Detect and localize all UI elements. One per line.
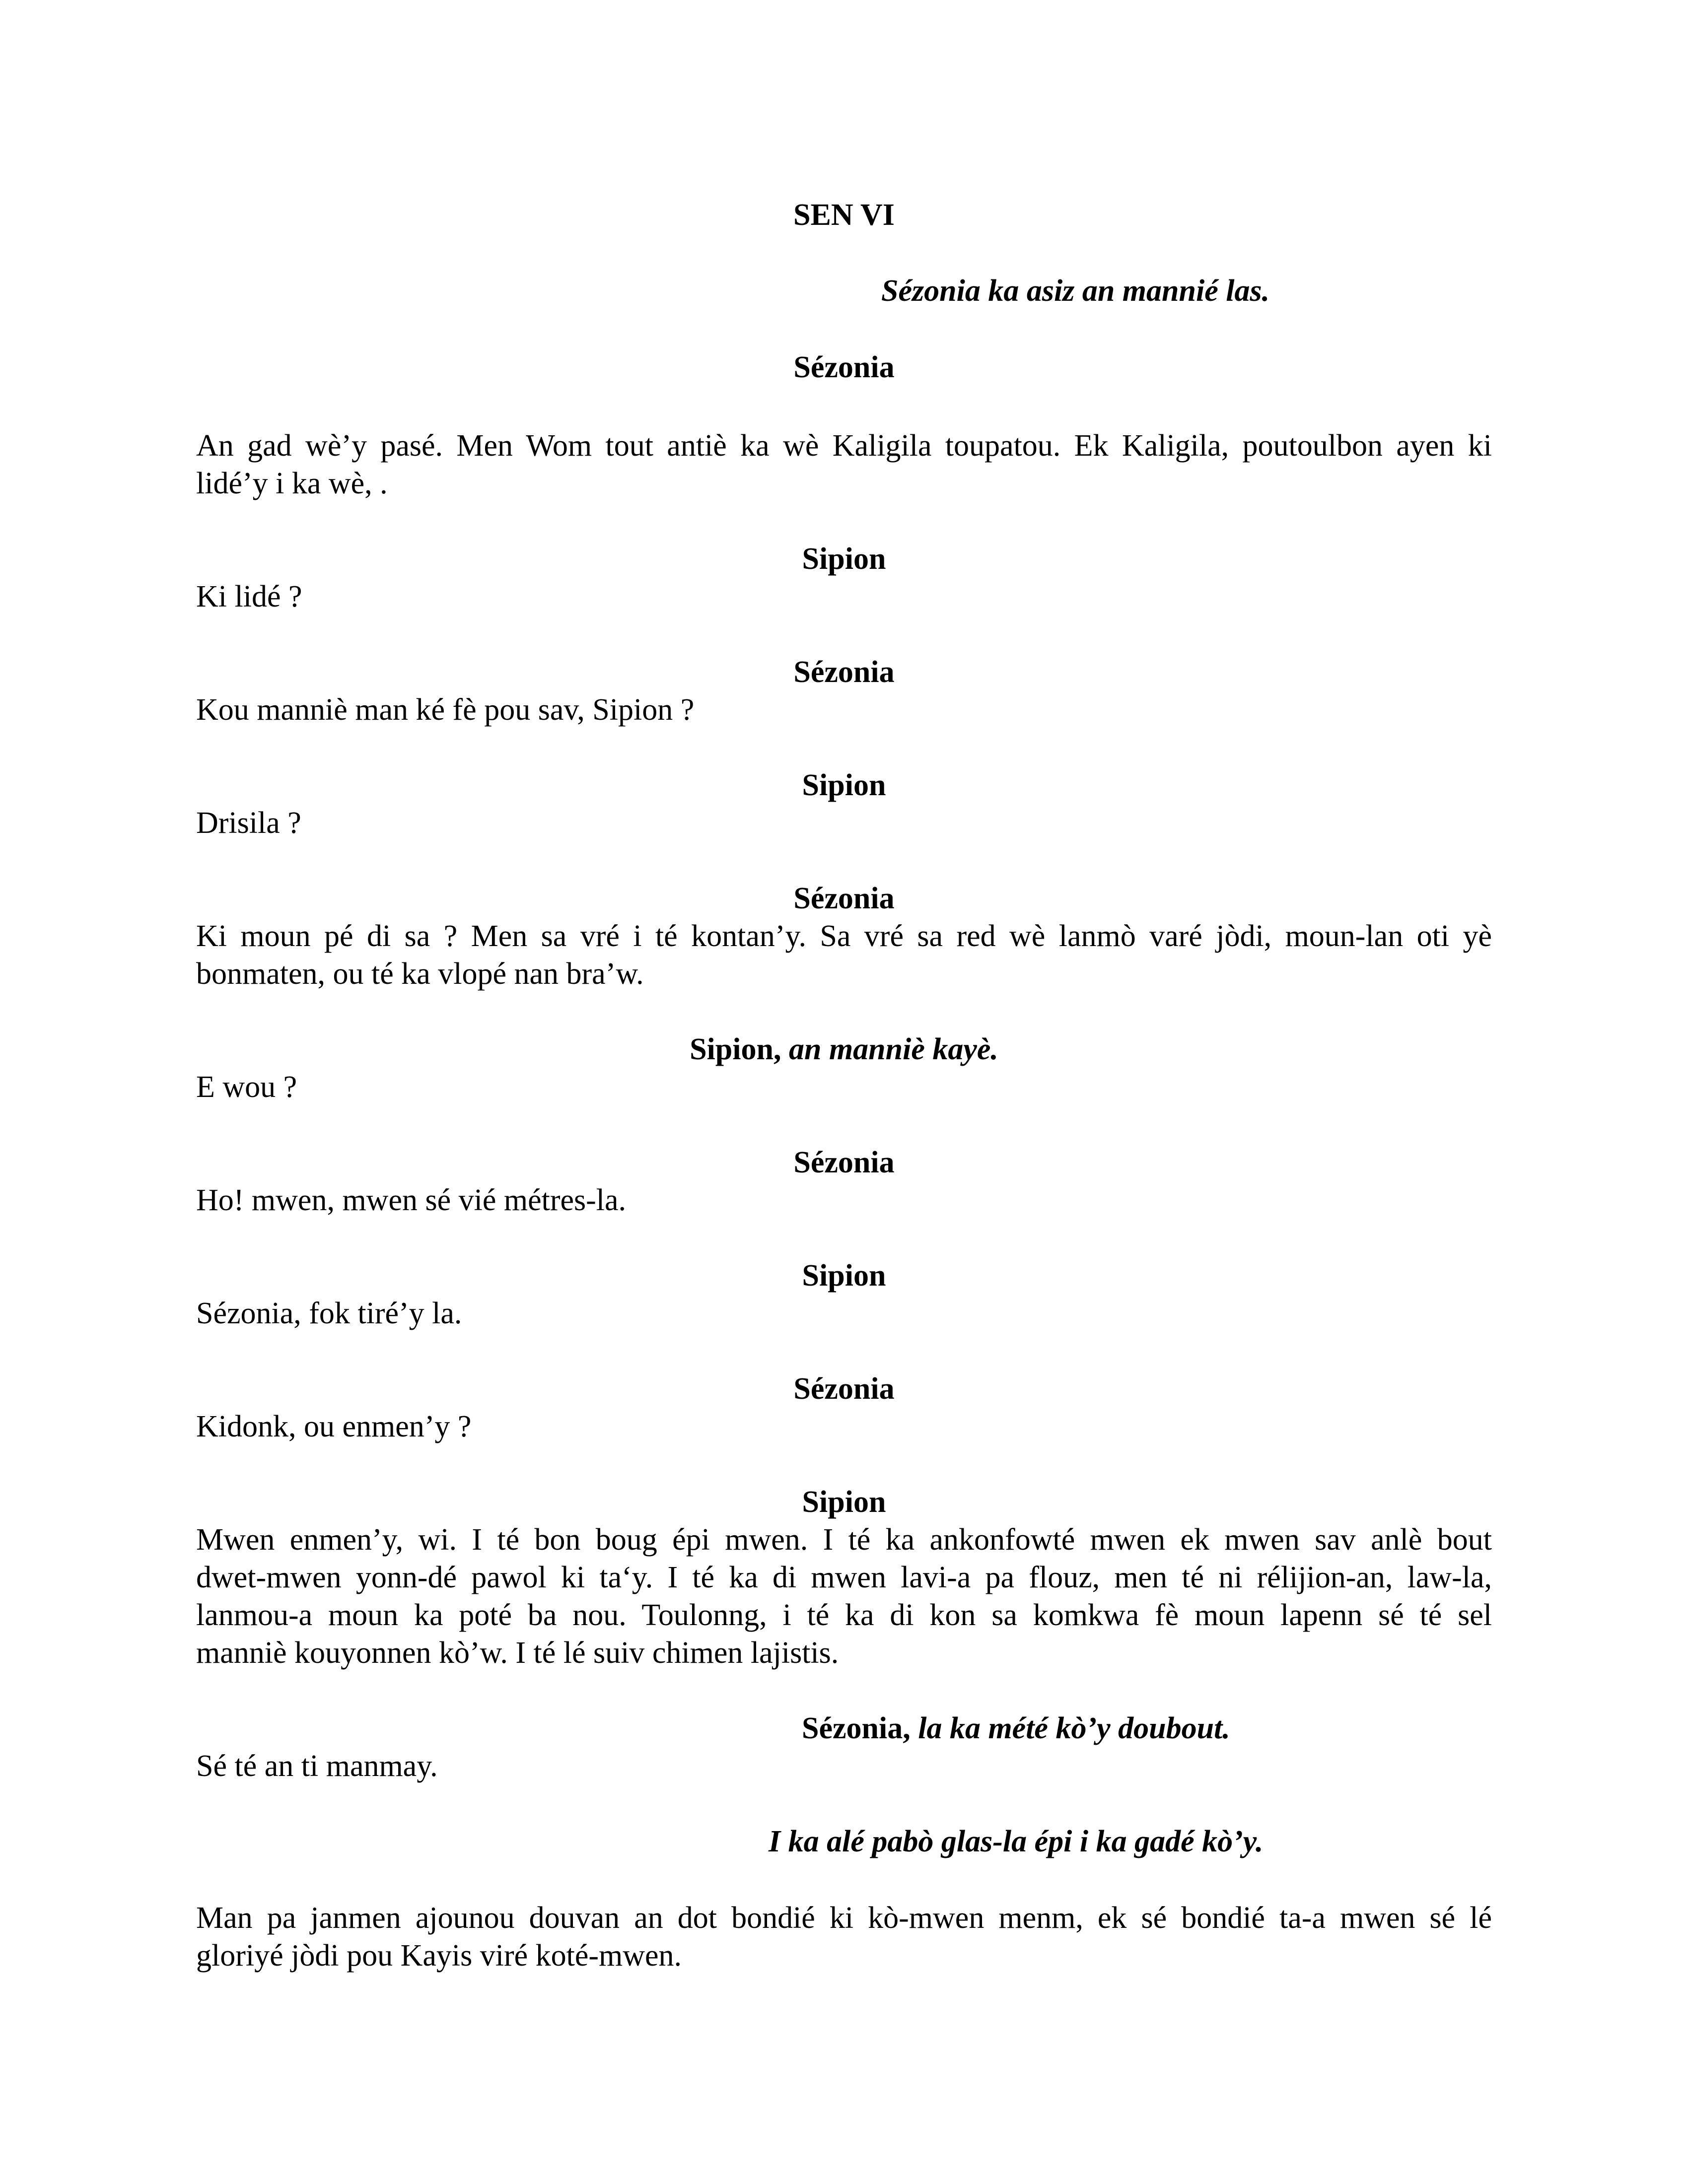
closing-paragraph-line: gloriyé jòdi pou Kayis viré koté-mwen. bbox=[196, 1939, 682, 1973]
dialogue-line: bonmaten, ou té ka vlopé nan bra’w. bbox=[196, 957, 644, 991]
speaker-name: Sipion bbox=[802, 542, 886, 576]
speaker-name: Sipion, bbox=[690, 1032, 781, 1066]
dialogue-line: E wou ? bbox=[196, 1070, 297, 1104]
dialogue-line: lidé’y i ka wè, . bbox=[196, 467, 388, 500]
dialogue-line: Ki lidé ? bbox=[196, 580, 302, 614]
dialogue-line: Sézonia, fok tiré’y la. bbox=[196, 1297, 462, 1330]
dialogue-line: Kidonk, ou enmen’y ? bbox=[196, 1410, 472, 1443]
speaker-name: Sézonia bbox=[793, 1372, 895, 1406]
speaker-name: Sézonia bbox=[793, 655, 895, 689]
speaker-direction: la ka mété kò’y doubout. bbox=[918, 1711, 1230, 1745]
dialogue-line: An gad wè’y pasé. Men Wom tout antiè ka wè Kaligila toupatou. Ek Kaligila, poutoulbon ayen ki bbox=[196, 429, 1492, 463]
dialogue-line: manniè kouyonnen kò’w. I té lé suiv chimen lajistis. bbox=[196, 1636, 839, 1670]
speaker-name: Sipion bbox=[802, 1259, 886, 1293]
dialogue-line: Mwen enmen’y, wi. I té bon boug épi mwen. I té ka ankonfowté mwen ek mwen sav anlè bout bbox=[196, 1523, 1492, 1557]
stage-direction-closing: I ka alé pabò glas-la épi i ka gadé kò’y. bbox=[769, 1825, 1264, 1858]
speaker-with-direction bbox=[802, 1709, 1230, 1747]
scene-title: SEN VI bbox=[793, 198, 895, 232]
dialogue-line: lanmou-a moun ka poté ba nou. Toulonng, i té ka di kon sa komkwa fè moun lapenn sé té sel bbox=[196, 1598, 1492, 1632]
dialogue-line: Drisila ? bbox=[196, 806, 301, 840]
speaker-with-direction bbox=[0, 1030, 1688, 1068]
dialogue-line: Ki moun pé di sa ? Men sa vré i té kontan’y. Sa vré sa red wè lanmò varé jòdi, moun-lan oti yè bbox=[196, 919, 1492, 953]
speaker-name: Sipion bbox=[802, 1485, 886, 1519]
speaker-name: Sézonia bbox=[793, 1146, 895, 1179]
speaker-direction: an manniè kayè. bbox=[788, 1032, 998, 1066]
dialogue-line: Sé té an ti manmay. bbox=[196, 1749, 438, 1783]
speaker-name: Sézonia bbox=[793, 882, 895, 915]
closing-paragraph-line: Man pa janmen ajounou douvan an dot bondié ki kò-mwen menm, ek sé bondié ta-a mwen sé lé bbox=[196, 1901, 1492, 1935]
dialogue-line: Ho! mwen, mwen sé vié métres-la. bbox=[196, 1183, 627, 1217]
speaker-name: Sézonia bbox=[793, 350, 895, 384]
speaker-name: Sézonia, bbox=[802, 1711, 911, 1745]
speaker-name: Sipion bbox=[802, 768, 886, 802]
dialogue-line: Kou manniè man ké fè pou sav, Sipion ? bbox=[196, 693, 695, 727]
stage-direction-opening: Sézonia ka asiz an mannié las. bbox=[881, 274, 1270, 308]
dialogue-line: dwet-mwen yonn-dé pawol ki ta‘y. I té ka di mwen lavi-a pa flouz, men té ni rélijion-an, law-la, bbox=[196, 1561, 1492, 1594]
